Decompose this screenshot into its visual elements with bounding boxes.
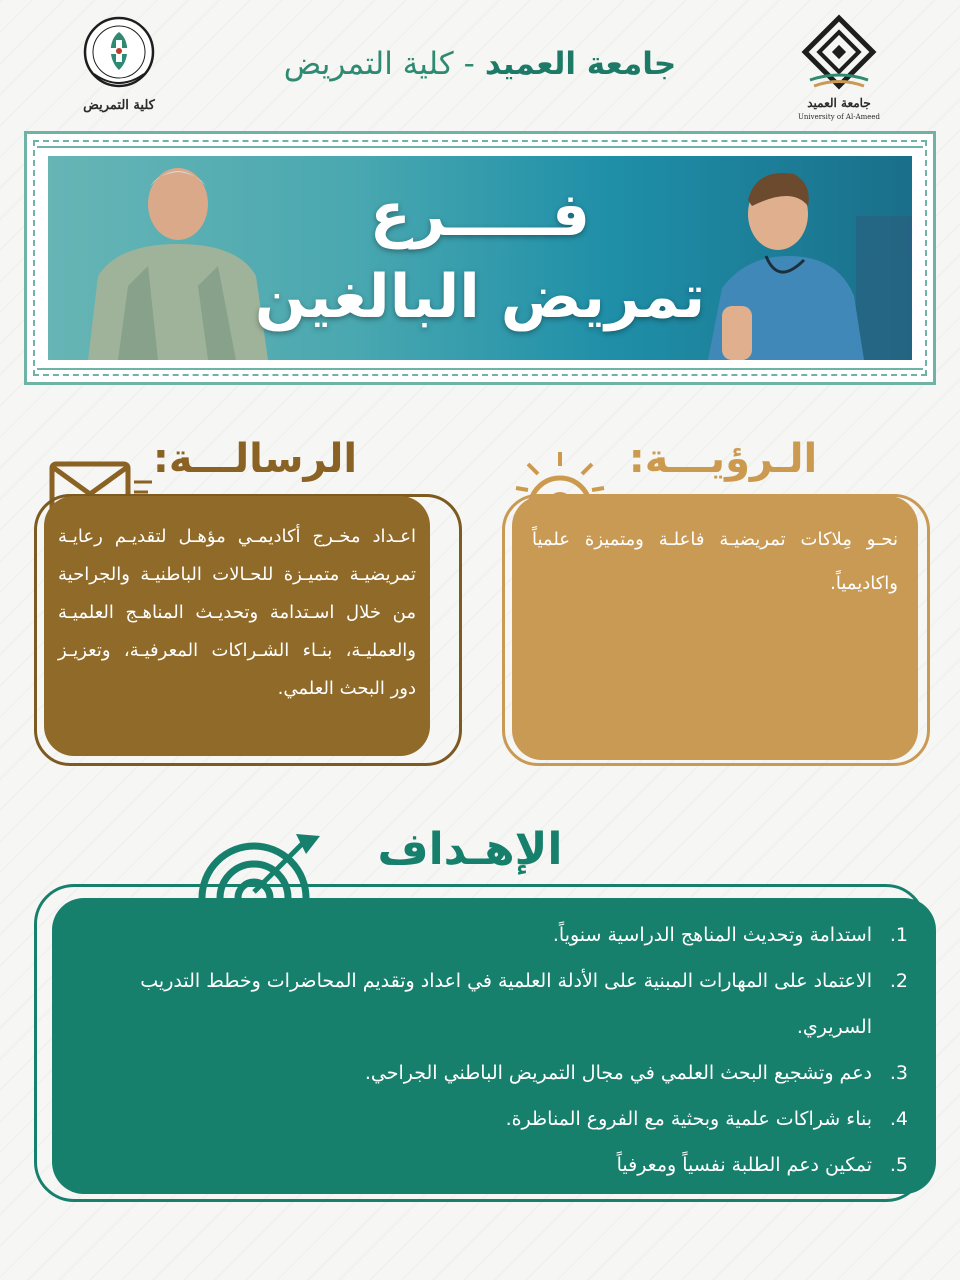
university-logo-caption-ar: جامعة العميد	[807, 96, 871, 110]
goal-item	[80, 1096, 908, 1142]
vision-text: نحـو مِلاكات تمريضيـة فاعلـة ومتميزة علمياً واكاديمياً.	[532, 529, 898, 594]
goal-number: 4.	[889, 1108, 908, 1130]
university-logo-caption-en: University of Al-Ameed	[797, 113, 881, 121]
college-seal-icon	[78, 12, 160, 96]
university-logo	[796, 14, 882, 126]
goal-item	[80, 1142, 908, 1188]
goal-text: استدامة وتحديث المناهج الدراسية سنوياً.	[552, 924, 872, 946]
goal-text: بناء شراكات علمية وبحثية مع الفروع المناظرة.	[505, 1108, 872, 1130]
goal-text: الاعتماد على المهارات المبنية على الأدلة العلمية في اعداد وتقديم المحاضرات وخطط التدريب السريري.	[140, 970, 872, 1038]
college-logo-caption: كلية التمريض	[83, 98, 155, 113]
goal-number: 2.	[889, 970, 908, 992]
vision-heading: الـرؤيـــة:	[628, 436, 818, 482]
goal-item	[80, 912, 908, 958]
goals-heading: الإهـداف	[377, 824, 563, 875]
message-card	[44, 496, 430, 756]
message-heading: الرسالـــة:	[152, 436, 358, 482]
goal-number: 1.	[889, 924, 908, 946]
university-name: جامعة العميد	[484, 46, 677, 82]
university-emblem-icon	[796, 14, 882, 94]
goal-item	[80, 1050, 908, 1096]
goal-number: 3.	[889, 1062, 908, 1084]
goal-item	[80, 958, 908, 1050]
page-header-title	[180, 46, 780, 82]
goals-list	[80, 912, 908, 1188]
vision-card	[512, 496, 918, 760]
message-text: اعـداد مخـرج أكاديمـي مؤهـل لتقديـم رعايـة تمريضيـة متميـزة للحـالات الباطنيـة والجراحية من خلال اسـتدامة وتحديـث المناهـج العلميـة والعمليـة، بنـاء الشـراكات المعرفيـة، وتعزيـز دور البحث العلمي.	[58, 526, 416, 699]
goal-text: تمكين دعم الطلبة نفسياً ومعرفياً	[616, 1154, 872, 1176]
banner-title-department: تمريض البالغين	[254, 262, 706, 332]
college-logo	[78, 12, 160, 124]
college-name: كلية التمريض	[283, 46, 454, 82]
goals-card	[52, 898, 936, 1194]
banner-title-branch: فـــــرع	[369, 180, 591, 250]
goal-number: 5.	[889, 1154, 908, 1176]
goal-text: دعم وتشجيع البحث العلمي في مجال التمريض الباطني الجراحي.	[364, 1062, 872, 1084]
header-separator: -	[463, 46, 475, 82]
